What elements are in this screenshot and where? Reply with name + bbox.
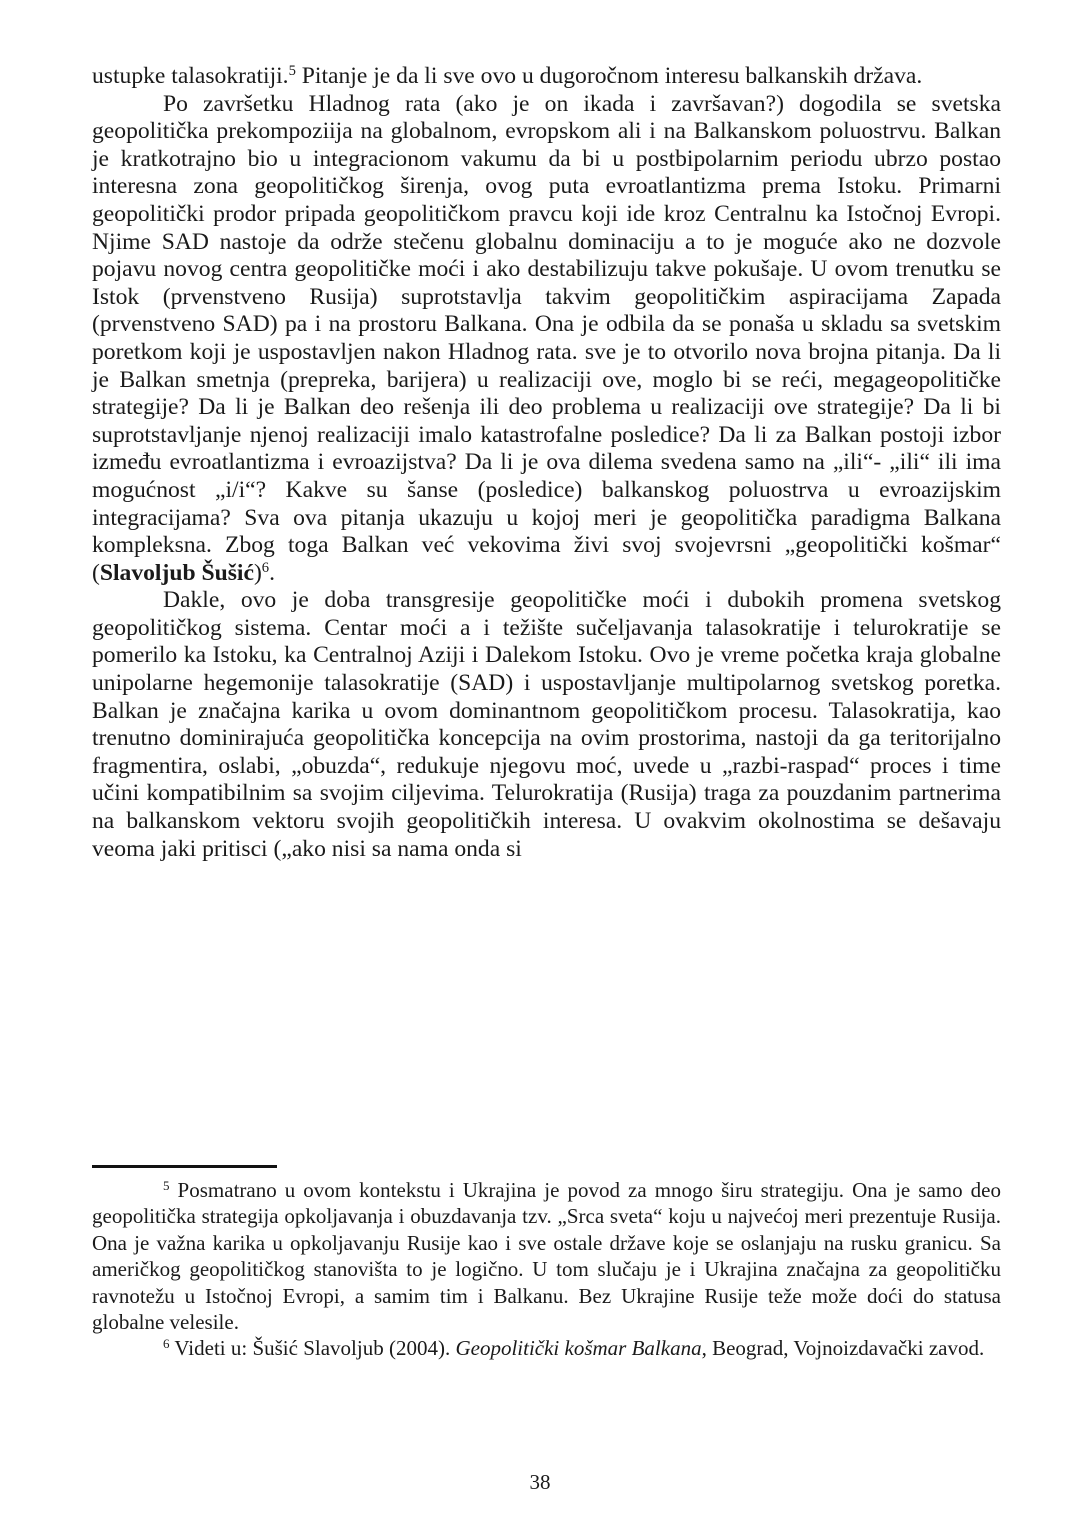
book-title-italic: Geopolitički košmar Balkana xyxy=(455,1336,702,1361)
paragraph-transgression xyxy=(92,587,1001,863)
main-text xyxy=(92,63,1001,863)
footnote-text: Videti u: Šušić Slavoljub (2004). xyxy=(169,1336,456,1361)
footnotes xyxy=(92,1177,1001,1362)
paragraph-text: Dakle, ovo je doba transgresije geopolitičke moći i dubokih promena svetskog geopolitičkog sistema. Centar moći a i težište sučeljavanja talasokratije i telurokratije se pomerilo ka Istoku, ka Centralnoj Aziji i Dalekom Istoku. Ovo je vreme početka kraja globalne unipolarne hegemonije talasokratije (SAD) i uspostavljanje multipolarnog svetskog poretka. Balkan je značajna karika u ovom dominantnom geopolitičkom procesu. Talasokratija, kao trenutno dominirajuća geopolitička koncepcija na ovim prostorima, nastoji da ga teritorijalno fragmentira, oslabi, „obuzda“, redukuje njegovu moć, uvede u „razbi-raspad“ proces i time učini kompatibilnim sa svojim ciljevima. Telurokratija (Rusija) traga za pouzdanim partnerima na balkanskom vektoru svojih geopolitičkih interesa. U ovakvim okolnostima se dešavaju veoma jaki pritisci („ako nisi sa nama onda si xyxy=(92,587,1001,862)
footnote-separator xyxy=(92,1165,277,1168)
page-body xyxy=(92,63,1001,863)
paragraph-text: ) xyxy=(253,559,262,586)
footnote-number: 6 xyxy=(163,1336,170,1352)
paragraph-post-cold-war xyxy=(92,91,1001,588)
paragraph-text: ustupke talasokratiji. xyxy=(92,63,289,89)
footnote-ref-6[interactable]: 6 xyxy=(261,559,270,576)
paragraph-text: . xyxy=(269,559,276,586)
footnote-number: 5 xyxy=(163,1177,170,1193)
author-name-bold: Slavoljub Šušić xyxy=(99,559,254,586)
paragraph-continuation xyxy=(92,63,1001,91)
paragraph-text: Po završetku Hladnog rata (ako je on ikada i završavan?) dogodila se svetska geopolitička prekompoziija na globalnom, evropskom ali i na Balkanskom poluostrvu. Balkan je kratkotrajno bio u integracionom vakumu da bi u postbipolarnim periodu ubrzo postao interesna zona geopolitičkog širenja, ovog puta evroatlantizma prema Istoku. Primarni geopolitički prodor pripada geopolitičkom pravcu koji ide kroz Centralnu ka Istočnoj Evropi. Njime SAD nastoje da održe stečenu globalnu dominaciju a to je moguće ako ne dozvole pojavu novog centra geopolitičke moći i ako destabilizuju takve pokušaje. U ovom trenutku se Istok (prvenstveno Rusija) suprotstavlja takvim geopolitičkim aspiracijama Zapada (prvenstveno SAD) pa i na prostoru Balkana. Ona je odbila da se ponaša u skladu sa svetskim poretkom koji je uspostavljen nakon Hladnog rata. sve je to otvorilo nova brojna pitanja. Da li je Balkan smetnja (prepreka, barijera) u realizaciji ove, moglo bi se reći, megageopolitičke strategije? Da li je Balkan deo rešenja ili deo problema u realizaciji ove strategije? Da li bi suprotstavljanje njenoj realizaciji imalo katastrofalne posledice? Da li za Balkan postoji izbor između evroatlantizma i evroazijstva? Da li je ova dilema svedena samo na „ili“- „ili“ ili ima mogućnost „i/i“? Kakve su šanse (posledice) balkanskog poluostrva u evroazijskim integracijama? Sva ova pitanja ukazuju u kojoj meri je geopolitička paradigma Balkana kompleksna. Zbog toga Balkan već vekovima živi svoj svojevrsni „geopolitički košmar“ ( xyxy=(92,90,1001,586)
footnote-text: Posmatrano u ovom kontekstu i Ukrajina je povod za mnogo širu strategiju. Ona je samo deo geopolitička strategija opkoljavanja i obuzdavanja tzv. „Srca sveta“ koju u najvećoj meri prezentuje Rusija. Ona je važna karika u opkoljavanju Rusije kao i sve ostale države koje se oslanjaju na rusku granicu. Sa američkog geopolitičkog stanovišta to je logično. U tom slučaju je i Ukrajina značajna za geopolitičku ravnotežu u Istočnoj Evropi, a samim tim i Balkanu. Bez Ukrajine Rusije teže može doći do statusa globalne velesile. xyxy=(92,1178,1001,1335)
footnote-5 xyxy=(92,1177,1001,1335)
footnote-text: , Beograd, Vojnoizdavački zavod. xyxy=(701,1336,985,1361)
paragraph-text: Pitanje je da li sve ovo u dugoročnom interesu balkanskih država. xyxy=(295,63,923,89)
footnote-ref-5[interactable]: 5 xyxy=(288,62,296,79)
page-number: 38 xyxy=(529,1470,551,1494)
footnote-6 xyxy=(92,1335,1001,1361)
